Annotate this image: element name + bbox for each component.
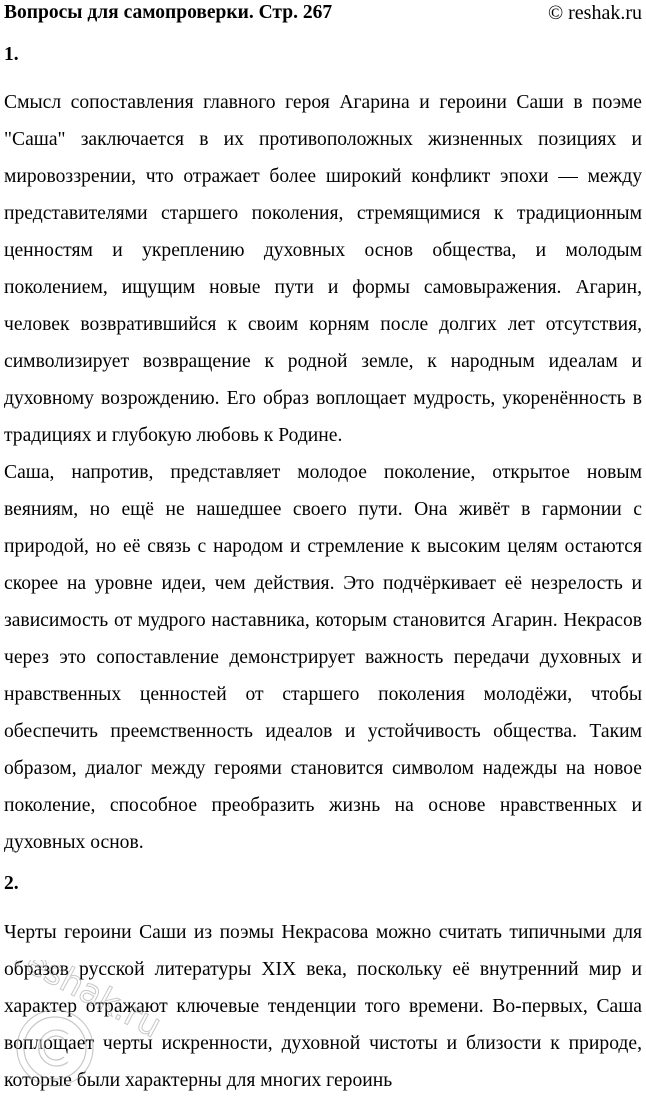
section-number-1: 1. — [4, 44, 19, 65]
site-credit: © reshak.ru — [547, 1, 642, 24]
section-2-paragraph-1: Черты героини Саши из поэмы Некрасова можно считать типичными для образов русской литературы XIX века, поскольку её внутренний мир и характер отражают ключевые тенденции того времени. Во-первых, Саша воплощает черты искренности, духовной чистоты и близости к природе, которые были характерны для многих героинь — [4, 922, 642, 1091]
svg-text:reshak.ru: reshak.ru — [7, 960, 168, 1047]
section-1-paragraph-1: Смысл сопоставления главного героя Агарина и героини Саши в поэме "Саша" заключается в их противоположных жизненных позициях и мировоззрении, что отражает более широкий конфликт эпохи — между представителями старшего поколения, стремящимися к традиционным ценностям и укреплению духовных основ общества, и молодым поколением, ищущим новые пути и формы самовыражения. Агарин, человек возвратившийся к своим корням после долгих лет отсутствия, символизирует возвращение к родной земле, к народным идеалам и духовному возрождению. Его образ воплощает мудрость, укоренённость в традициях и глубокую любовь к Родине. — [4, 92, 642, 446]
page-header — [4, 0, 642, 26]
section-number-2: 2. — [4, 873, 19, 894]
page-title: Вопросы для самопроверки. Стр. 267 — [4, 2, 333, 23]
section-1-paragraph-2: Саша, напротив, представляет молодое поколение, открытое новым веяниям, но ещё не нашедшее своего пути. Она живёт в гармонии с природой, но её связь с народом и стремление к высоким целям остаются скорее на уровне идеи, чем действия. Это подчёркивает её незрелость и зависимость от мудрого наставника, которым становится Агарин. Некрасов через это сопоставление демонстрирует важность передачи духовных и нравственных ценностей от старшего поколения молодёжи, чтобы обеспечить преемственность идеалов и устойчивость общества. Таким образом, диалог между героями становится символом надежды на новое поколение, способное преобразить жизнь на основе нравственных и духовных основ. — [4, 462, 642, 853]
